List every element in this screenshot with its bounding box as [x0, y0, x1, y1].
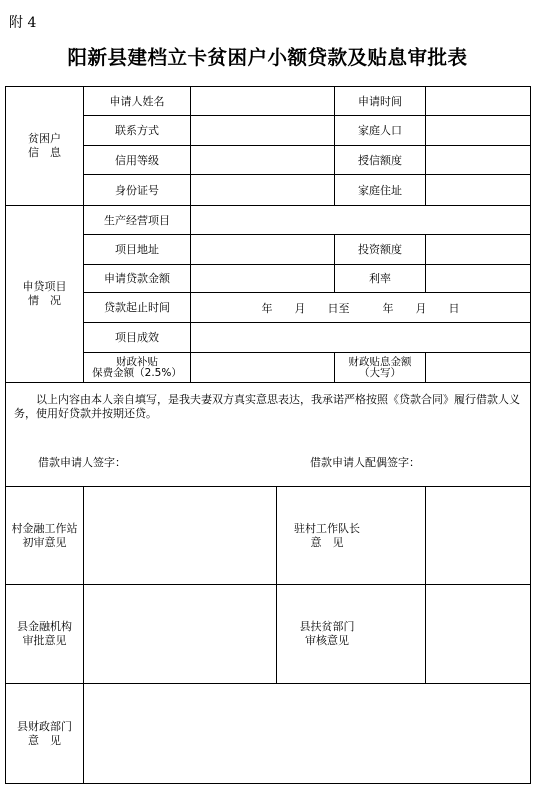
- loan-period-cell[interactable]: 年 月 日至 年 月 日: [191, 293, 531, 323]
- family-population-cell[interactable]: [426, 116, 531, 146]
- county-bank-label: 县金融机构 审批意见: [6, 585, 84, 684]
- contact-cell[interactable]: [191, 116, 335, 146]
- interest-subsidy-cell[interactable]: [426, 353, 531, 383]
- interest-subsidy-label: 财政贴息金额 （大写）: [335, 353, 426, 383]
- business-project-label: 生产经营项目: [84, 206, 191, 235]
- county-bank-opinion-cell[interactable]: [84, 585, 277, 684]
- borrower-statement: [6, 383, 531, 487]
- credit-level-label: 信用等级: [84, 146, 191, 175]
- poverty-dept-label: 县扶贫部门 审核意见: [277, 585, 426, 684]
- investment-cell[interactable]: [426, 235, 531, 265]
- home-address-label: 家庭住址: [335, 175, 426, 206]
- finance-dept-opinion-cell[interactable]: [84, 684, 531, 784]
- village-station-opinion-cell[interactable]: [84, 487, 277, 585]
- investment-label: 投资额度: [335, 235, 426, 265]
- interest-rate-cell[interactable]: [426, 265, 531, 293]
- village-station-label: 村金融工作站 初审意见: [6, 487, 84, 585]
- loan-amount-label: 申请贷款金额: [84, 265, 191, 293]
- home-address-cell[interactable]: [426, 175, 531, 206]
- applicant-signature-label: 借款申请人签字：: [38, 456, 126, 469]
- applicant-name-label: 申请人姓名: [84, 87, 191, 116]
- apply-time-cell[interactable]: [426, 87, 531, 116]
- apply-time-label: 申请时间: [335, 87, 426, 116]
- work-team-label: 驻村工作队长 意 见: [277, 487, 426, 585]
- credit-level-cell[interactable]: [191, 146, 335, 175]
- spouse-signature-label: 借款申请人配偶签字：: [310, 456, 420, 469]
- statement-text: 以上内容由本人亲自填写，是我夫妻双方真实意思表达，我承诺严格按照《贷款合同》履行借款人义务，使用好贷款并按期还贷。: [14, 393, 520, 420]
- applicant-section-label: 贫困户 信 息: [6, 87, 84, 206]
- credit-limit-cell[interactable]: [426, 146, 531, 175]
- family-population-label: 家庭人口: [335, 116, 426, 146]
- poverty-dept-opinion-cell[interactable]: [426, 585, 531, 684]
- loan-period-label: 贷款起止时间: [84, 293, 191, 323]
- work-team-opinion-cell[interactable]: [426, 487, 531, 585]
- project-result-label: 项目成效: [84, 323, 191, 353]
- finance-dept-label: 县财政部门 意 见: [6, 684, 84, 784]
- project-result-cell[interactable]: [191, 323, 531, 353]
- loan-amount-cell[interactable]: [191, 265, 335, 293]
- id-number-cell[interactable]: [191, 175, 335, 206]
- project-location-label: 项目地址: [84, 235, 191, 265]
- business-project-cell[interactable]: [191, 206, 531, 235]
- id-number-label: 身份证号: [84, 175, 191, 206]
- attachment-label: 附 4: [9, 15, 37, 31]
- form-title: 阳新县建档立卡贫困户小额贷款及贴息审批表: [67, 46, 468, 69]
- contact-label: 联系方式: [84, 116, 191, 146]
- approval-form-table: [5, 86, 531, 784]
- interest-rate-label: 利率: [335, 265, 426, 293]
- loan-section-label: 申贷项目 情 况: [6, 206, 84, 383]
- applicant-name-cell[interactable]: [191, 87, 335, 116]
- project-location-cell[interactable]: [191, 235, 335, 265]
- premium-subsidy-cell[interactable]: [191, 353, 335, 383]
- premium-subsidy-label: 财政补贴 保费金额（2.5%）: [84, 353, 191, 383]
- credit-limit-label: 授信额度: [335, 146, 426, 175]
